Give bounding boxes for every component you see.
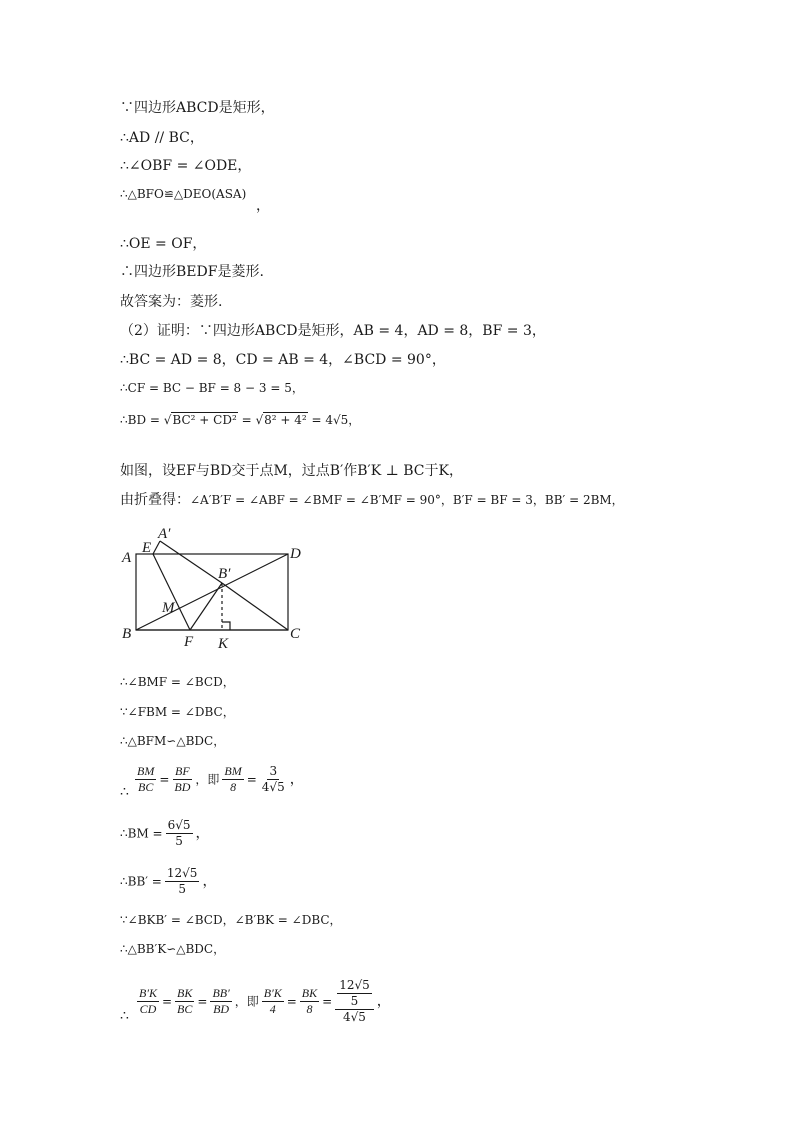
proof-line-22: $\frac{B'K}{CD}$ = $\frac{BK}{BC}$ = $\frac{BB'}{BD}$ ，即 $\frac{B'K}{4}$ = $\frac{BK}{8}$ = $\frac{\frac{12√5}{5}}{4√5}$ ， (139, 978, 391, 1024)
proof-line-8: （2）证明：∵四边形ABCD是矩形，AB = 4，AD = 8，BF = 3， (120, 323, 546, 339)
fraction-bf-bd: $\frac{BF}{BD}$ (174, 764, 191, 794)
proof-line-17: $\frac{BM}{BC}$ = $\frac{BF}{BD}$ ，即 $\frac{BM}{8}$ = $\frac{3}{4√5}$ ， (137, 764, 304, 794)
geometry-figure (118, 526, 338, 656)
radical-sign-2: √ (255, 413, 264, 427)
proof-line-17-therefore: ∴ (120, 784, 129, 800)
proof-line-20: ∵∠BKB′ = ∠BCD，∠B′BK = ∠DBC， (120, 913, 342, 927)
fraction-bm-bc: $\frac{BM}{BC}$ (137, 764, 155, 794)
fraction-bk-cd: $\frac{B'K}{CD}$ (139, 986, 157, 1016)
proof-line-10: ∴CF = BC − BF = 8 − 3 = 5， (120, 381, 304, 395)
fraction-bk-4: $\frac{B'K}{4}$ (263, 986, 282, 1016)
bd-eq: = (237, 413, 256, 427)
proof-line-21: ∴△BB′K∽△BDC， (120, 942, 226, 956)
fraction-bb-bd: $\frac{BB'}{BD}$ (212, 986, 230, 1016)
label-d: D (290, 546, 301, 562)
bd-prefix: ∴BD = (120, 413, 164, 427)
label-b-prime: B′ (218, 566, 231, 582)
fraction-bm-8: $\frac{BM}{8}$ (224, 764, 242, 794)
fraction-complex: $\frac{\frac{12√5}{5}}{4√5}$ (335, 978, 374, 1025)
bd-radicand-1: BC² + CD² (172, 413, 237, 427)
segment-a-prime-b-prime (160, 541, 222, 583)
proof-line-5: ∴OE = OF， (120, 236, 207, 252)
fraction-bk-bc: $\frac{BK}{BC}$ (177, 986, 193, 1016)
proof-line-12: 如图，设EF与BD交于点M，过点B′作B′K ⊥ BC于K， (120, 463, 463, 479)
label-f: F (184, 634, 194, 650)
label-a-prime: A′ (158, 526, 171, 542)
proof-line-1: ∵四边形ABCD是矩形， (120, 100, 275, 116)
fraction-bk-8: $\frac{BK}{8}$ (301, 986, 318, 1016)
proof-line-6: ∴四边形BEDF是菱形. (120, 264, 264, 280)
fold-prefix: 由折叠得： (120, 492, 190, 508)
proof-line-2: ∴AD // BC， (120, 130, 204, 146)
label-e: E (142, 540, 152, 556)
proof-line-11 (120, 410, 360, 430)
proof-line-19: ∴BB′ = $\frac{12√5}{5}$ ， (120, 866, 217, 896)
label-k: K (218, 636, 229, 652)
proof-line-18: ∴BM = $\frac{6√5}{5}$ ， (120, 818, 210, 848)
fold-statement: ∠A′B′F = ∠ABF = ∠BMF = ∠B′MF = 90°，B′F = BF = 3，BB′ = 2BM， (190, 493, 624, 507)
segment-fb-prime (190, 583, 222, 630)
proof-line-13 (120, 490, 624, 510)
segment-e-a-prime (153, 541, 160, 554)
proof-line-15: ∵∠FBM = ∠DBC， (120, 705, 235, 719)
radical-sign: √ (163, 413, 172, 427)
proof-line-16: ∴△BFM∽△BDC， (120, 734, 226, 748)
label-m: M (162, 600, 175, 616)
fraction-bm-value: $\frac{6√5}{5}$ (167, 818, 191, 848)
fraction-3-4root5: $\frac{3}{4√5}$ (261, 764, 285, 794)
label-c: C (290, 626, 301, 642)
proof-line-9: ∴BC = AD = 8，CD = AB = 4，∠BCD = 90°， (120, 352, 446, 368)
proof-line-4-comma: ， (256, 198, 270, 214)
segment-b-prime-c (222, 583, 288, 630)
right-angle-mark (222, 622, 230, 630)
bd-result: = 4√5 (307, 413, 349, 427)
proof-line-3: ∴∠OBF = ∠ODE， (120, 158, 252, 174)
proof-line-14: ∴∠BMF = ∠BCD， (120, 675, 235, 689)
proof-line-7: 故答案为：菱形. (120, 294, 223, 310)
bd-comma: ， (348, 413, 361, 427)
label-a: A (122, 550, 132, 566)
fraction-bb-prime-value: $\frac{12√5}{5}$ (166, 866, 198, 896)
proof-line-22-therefore: ∴ (120, 1008, 129, 1024)
label-b: B (122, 626, 132, 642)
proof-line-4: ∴△BFO≌△DEO(ASA) (120, 187, 247, 201)
bd-radicand-2: 8² + 4² (264, 413, 307, 427)
